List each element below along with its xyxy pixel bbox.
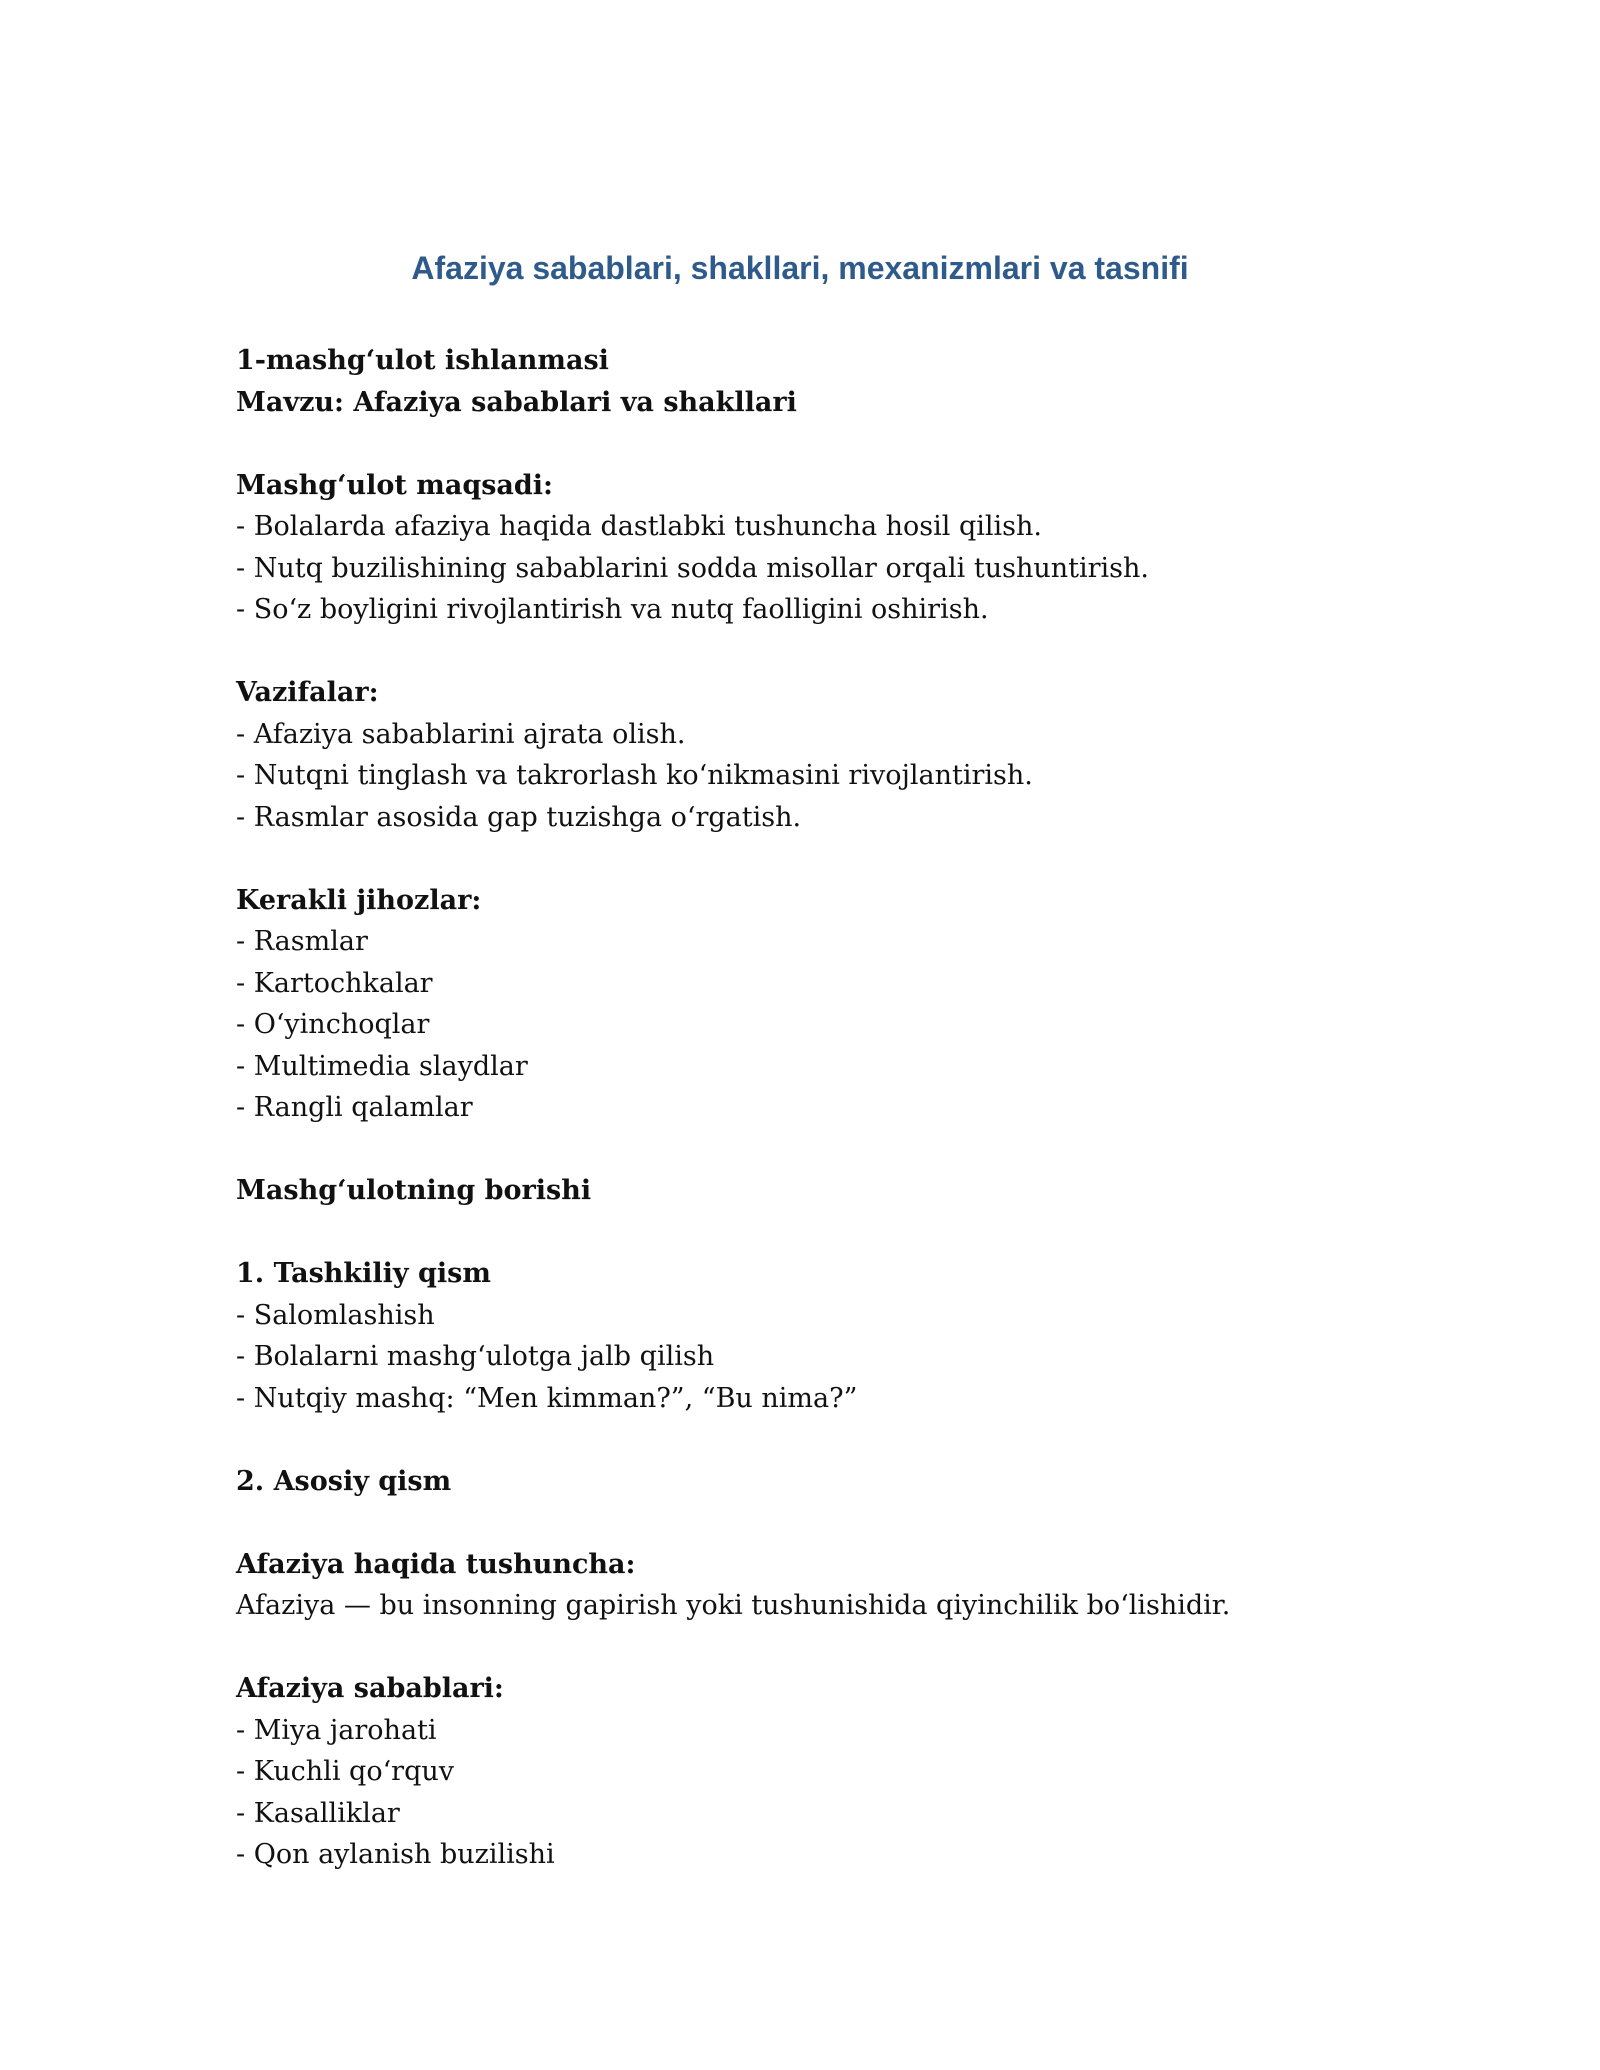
goal-item: - So‘z boyligini rivojlantirish va nutq faolligini oshirish. xyxy=(236,594,989,625)
spacer xyxy=(236,838,1436,880)
topic-line: Mavzu: Afaziya sabablari va shakllari xyxy=(236,386,797,418)
cause-item: - Qon aylanish buzilishi xyxy=(236,1839,555,1870)
spacer xyxy=(236,1419,1436,1461)
organizational-section xyxy=(236,1253,1436,1419)
concept-text: Afaziya — bu insonning gapirish yoki tushunishida qiyinchilik bo‘lishidir. xyxy=(236,1590,1231,1621)
tasks-heading: Vazifalar: xyxy=(236,677,379,708)
task-item: - Rasmlar asosida gap tuzishga o‘rgatish. xyxy=(236,801,802,833)
goal-heading: Mashg‘ulot maqsadi: xyxy=(236,469,553,501)
document-body xyxy=(236,340,1436,1876)
spacer xyxy=(236,1129,1436,1171)
organizational-item: - Bolalarni mashg‘ulotga jalb qilish xyxy=(236,1341,715,1372)
equipment-item: - Multimedia slaydlar xyxy=(236,1050,528,1082)
spacer xyxy=(236,631,1436,673)
equipment-section xyxy=(236,880,1436,1129)
concept-section xyxy=(236,1544,1436,1627)
spacer xyxy=(236,1212,1436,1254)
cause-item: - Miya jarohati xyxy=(236,1714,437,1746)
equipment-heading: Kerakli jihozlar: xyxy=(236,884,482,916)
document-title: Afaziya sabablari, shakllari, mexanizmlari va tasnifi xyxy=(411,250,1189,286)
main-part-heading: 2. Asosiy qism xyxy=(236,1465,452,1497)
equipment-item: - Rasmlar xyxy=(236,926,368,957)
concept-heading: Afaziya haqida tushuncha: xyxy=(236,1548,636,1580)
organizational-heading: 1. Tashkiliy qism xyxy=(236,1258,491,1289)
spacer xyxy=(236,1627,1436,1669)
equipment-item: - Kartochkalar xyxy=(236,967,433,999)
organizational-item: - Salomlashish xyxy=(236,1299,435,1331)
equipment-item: - Rangli qalamlar xyxy=(236,1092,473,1123)
goal-section xyxy=(236,465,1436,631)
equipment-item: - O‘yinchoqlar xyxy=(236,1009,430,1040)
spacer xyxy=(236,423,1436,465)
cause-item: - Kasalliklar xyxy=(236,1797,400,1829)
causes-heading: Afaziya sabablari: xyxy=(236,1673,504,1704)
task-item: - Nutqni tinglash va takrorlash ko‘nikmasini rivojlantirish. xyxy=(236,760,1033,791)
spacer xyxy=(236,1502,1436,1544)
lesson-heading: 1-mashg‘ulot ishlanmasi xyxy=(236,345,609,376)
causes-section xyxy=(236,1668,1436,1876)
tasks-section xyxy=(236,672,1436,838)
goal-item: - Bolalarda afaziya haqida dastlabki tushuncha hosil qilish. xyxy=(236,511,1042,542)
goal-item: - Nutq buzilishining sabablarini sodda misollar orqali tushuntirish. xyxy=(236,552,1149,584)
cause-item: - Kuchli qo‘rquv xyxy=(236,1756,454,1787)
process-heading: Mashg‘ulotning borishi xyxy=(236,1175,592,1206)
organizational-item: - Nutqiy mashq: “Men kimman?”, “Bu nima?” xyxy=(236,1382,858,1414)
task-item: - Afaziya sabablarini ajrata olish. xyxy=(236,718,686,750)
